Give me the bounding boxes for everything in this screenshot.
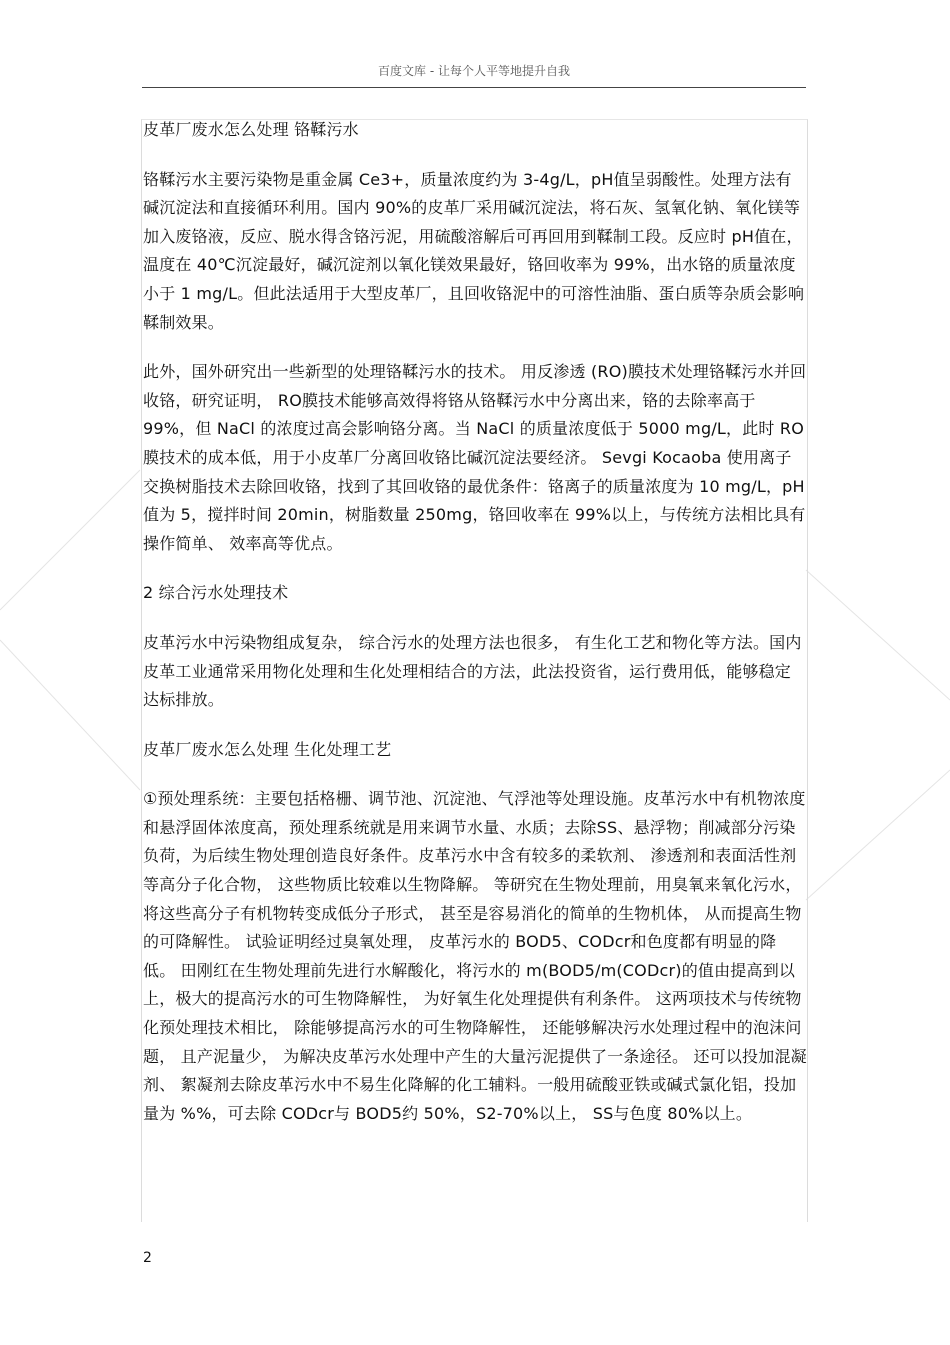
section-heading: 皮革厂废水怎么处理 铬鞣污水 — [143, 120, 359, 139]
paragraph: 此外，国外研究出一些新型的处理铬鞣污水的技术。 用反渗透 (RO)膜技术处理铬鞣污水并回收铬，研究证明， RO膜技术能够高效得将铬从铬鞣污水中分离出来，铬的去除率高于 99%，但 NaCl 的浓度过高会影响铬分离。当 NaCl 的质量浓度低于 5000 mg/L，此时 RO膜技术的成本低，用于小皮革厂分离回收铬比碱沉淀法要经济。 Sevgi Kocaoba 使用离子交换树脂技术去除回收铬，找到了其回收铬的最优条件：铬离子的质量浓度为 10 mg/L，pH 值为 5，搅拌时间 20min，树脂数量 250mg，铬回收率在 99%以上，与传统方法相比具有操作简单、 效率高等优点。 — [143, 362, 807, 553]
section-heading: 2 综合污水处理技术 — [143, 583, 289, 603]
document-body — [143, 116, 807, 1149]
page-number: 2 — [143, 1250, 152, 1266]
section-heading: 皮革厂废水怎么处理 生化处理工艺 — [143, 739, 392, 759]
page-header: 百度文库 - 让每个人平等地提升自我 — [142, 62, 806, 88]
paragraph: ①预处理系统：主要包括格栅、调节池、沉淀池、气浮池等处理设施。皮革污水中有机物浓度和悬浮固体浓度高，预处理系统就是用来调节水量、水质；去除SS、悬浮物；削减部分污染负荷，为后续生物处理创造良好条件。皮革污水中含有较多的柔软剂、 渗透剂和表面活性剂等高分子化合物， 这些物质比较难以生物降解。 等研究在生物处理前，用臭氧来氧化污水，将这些高分子有机物转变成低分子形式， 甚至是容易消化的简单的生物机体， 从而提高生物的可降解性。 试验证明经过臭氧处理， 皮革污水的 BOD5、CODcr和色度都有明显的降低。 田刚红在生物处理前先进行水解酸化，将污水的 m(BOD5/m(CODcr)的值由提高到以上，极大的提高污水的可生物降解性， 为好氧生化处理提供有利条件。 这两项技术与传统物化预处理技术相比， 除能够提高污水的可生物降解性， 还能够解决污水处理过程中的泡沫问题， 且产泥量少， 为解决皮革污水处理中产生的大量污泥提供了一条途径。 还可以投加混凝剂、 絮凝剂去除皮革污水中不易生化降解的化工辅料。一般用硫酸亚铁或碱式氯化铝，投加量为 %%，可去除 CODcr与 BOD5约 50%，S2-70%以上， SS与色度 80%以上。 — [143, 789, 807, 1123]
paragraph: 皮革污水中污染物组成复杂， 综合污水的处理方法也很多， 有生化工艺和物化等方法。国内皮革工业通常采用物化处理和生化处理相结合的方法，此法投资省，运行费用低，能够稳定达标排放。 — [143, 632, 802, 710]
paragraph: 铬鞣污水主要污染物是重金属 Ce3+，质量浓度约为 3-4g/L，pH值呈弱酸性。处理方法有碱沉淀法和直接循环利用。国内 90%的皮革厂采用碱沉淀法，将石灰、氢氧化钠、氧化镁等加入废铬液，反应、脱水得含铬污泥，用硫酸溶解后可再回用到鞣制工段。反应时 pH值在，温度在 40℃沉淀最好，碱沉淀剂以氧化镁效果最好，铬回收率为 99%，出水铬的质量浓度小于 1 mg/L。但此法适用于大型皮革厂，且回收铬泥中的可溶性油脂、蛋白质等杂质会影响鞣制效果。 — [143, 169, 805, 332]
